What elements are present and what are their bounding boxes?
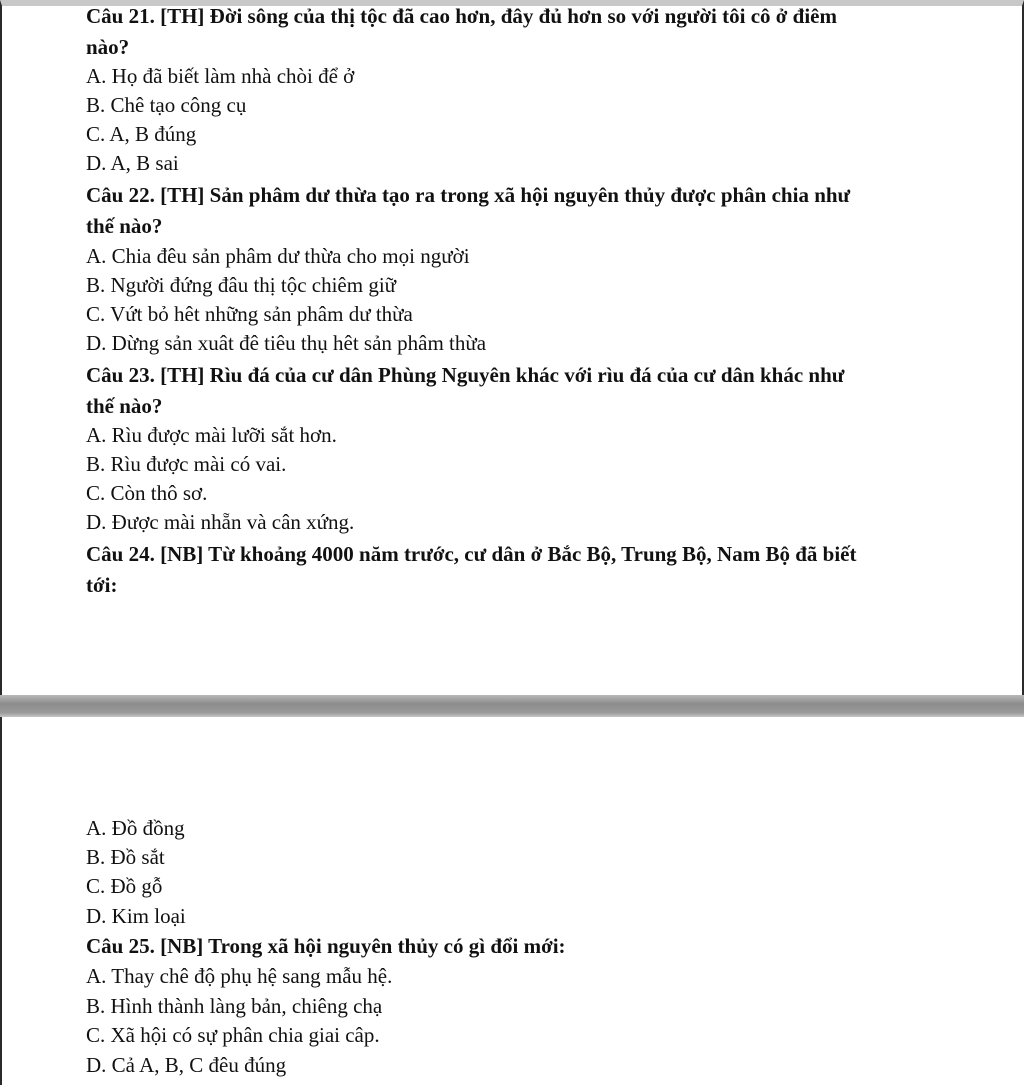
question-23-option-b: B. Rìu được mài có vai. — [86, 452, 287, 476]
question-21-option-a: A. Họ đã biết làm nhà chòi để ở — [86, 64, 355, 88]
question-22-title-cont: thế nào? — [86, 214, 163, 238]
question-24-option-c: C. Đồ gỗ — [86, 874, 163, 898]
question-23-option-d: D. Được mài nhẵn và cân xứng. — [86, 510, 355, 534]
question-23-title-cont: thế nào? — [86, 394, 163, 418]
question-22-option-d: D. Dừng sản xuât đê tiêu thụ hêt sản phâm thừa — [86, 331, 487, 355]
question-24-title: Câu 24. [NB] Từ khoảng 4000 năm trước, cư dân ở Bắc Bộ, Trung Bộ, Nam Bộ đã biết — [86, 542, 857, 566]
question-22-option-c: C. Vứt bỏ hêt những sản phâm dư thừa — [86, 302, 413, 326]
question-25-option-c: C. Xã hội có sự phân chia giai câp. — [86, 1023, 380, 1047]
question-24-option-a: A. Đồ đồng — [86, 816, 185, 840]
question-24-title-cont: tới: — [86, 573, 118, 597]
question-22-option-a: A. Chia đêu sản phâm dư thừa cho mọi người — [86, 244, 470, 268]
page-separator — [0, 695, 1024, 717]
question-24-option-b: B. Đồ sắt — [86, 845, 165, 869]
question-22-title: Câu 22. [TH] Sản phâm dư thừa tạo ra trong xã hội nguyên thủy được phân chia như — [86, 183, 851, 207]
question-21-option-d: D. A, B sai — [86, 151, 179, 175]
question-21-title-cont: nào? — [86, 35, 130, 59]
question-24-option-d: D. Kim loại — [86, 904, 186, 928]
question-25-option-b: B. Hình thành làng bản, chiêng chạ — [86, 994, 383, 1018]
question-21-title: Câu 21. [TH] Đời sông của thị tộc đã cao hơn, đây đủ hơn so với người tôi cô ở điêm — [86, 4, 837, 28]
question-23-option-a: A. Rìu được mài lưỡi sắt hơn. — [86, 423, 337, 447]
question-23-option-c: C. Còn thô sơ. — [86, 481, 208, 505]
question-22-option-b: B. Người đứng đâu thị tộc chiêm giữ — [86, 273, 397, 297]
question-21-option-b: B. Chê tạo công cụ — [86, 93, 247, 117]
question-21-option-c: C. A, B đúng — [86, 122, 197, 146]
question-25-title: Câu 25. [NB] Trong xã hội nguyên thủy có gì đổi mới: — [86, 934, 566, 958]
question-25-option-d: D. Cả A, B, C đêu đúng — [86, 1053, 287, 1077]
question-23-title: Câu 23. [TH] Rìu đá của cư dân Phùng Nguyên khác với rìu đá của cư dân khác như — [86, 363, 845, 387]
question-25-option-a: A. Thay chê độ phụ hệ sang mẫu hệ. — [86, 964, 393, 988]
